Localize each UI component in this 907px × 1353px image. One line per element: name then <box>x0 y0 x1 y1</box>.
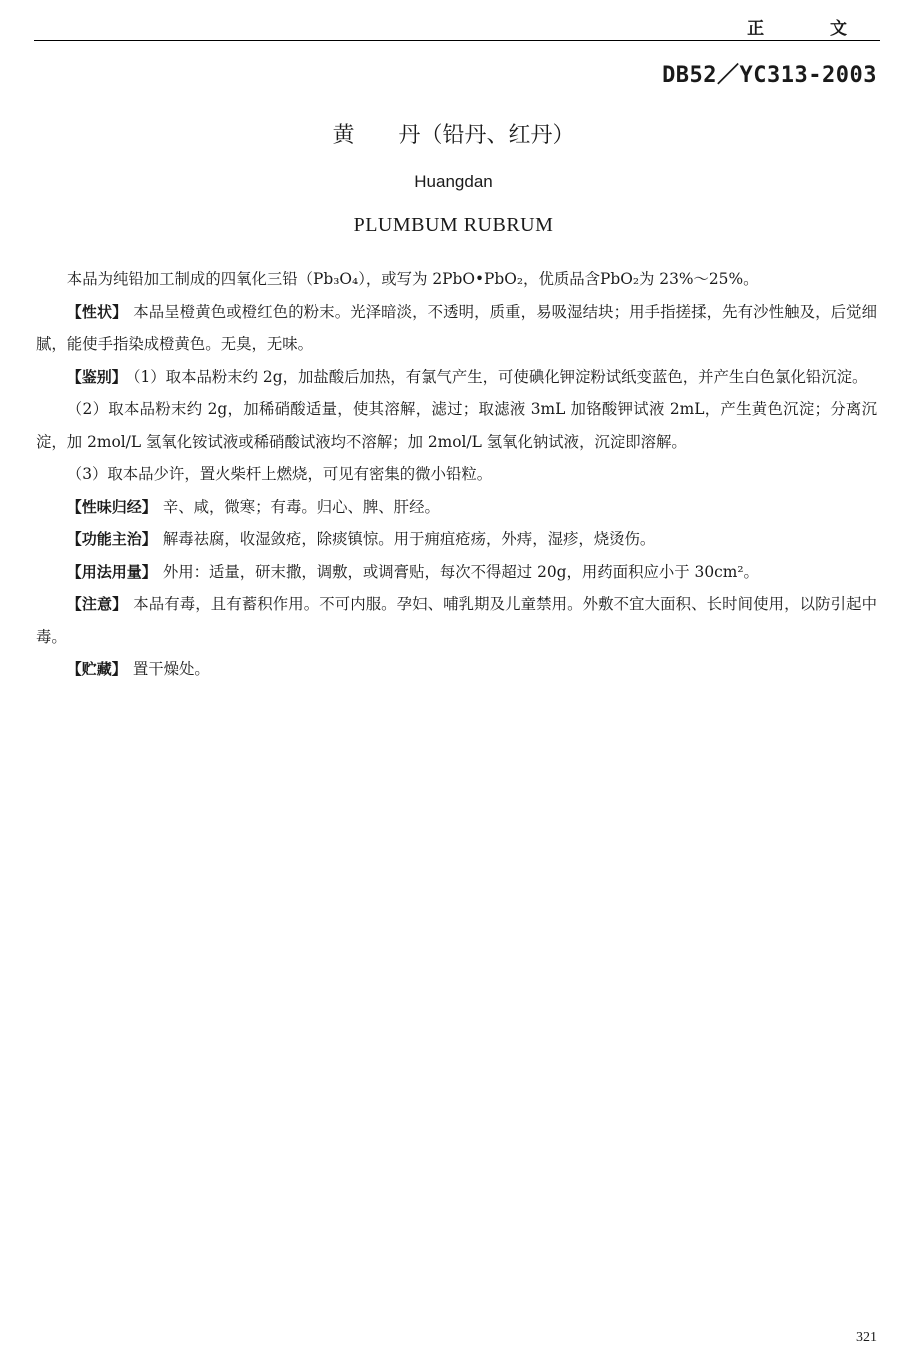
section-text: 置干燥处。 <box>132 660 210 678</box>
section-text: 辛、咸，微寒；有毒。归心、脾、肝经。 <box>162 497 440 516</box>
title-chinese: 黄 丹（铅丹、红丹） <box>332 123 575 148</box>
section-label: 【性状】 <box>66 302 128 321</box>
page-number: 321 <box>856 1330 877 1345</box>
section-label: 【鉴别】 <box>66 367 127 386</box>
section-dosage <box>36 556 877 589</box>
identification-item-2: （2）取本品粉末约 2g，加稀硝酸适量，使其溶解，滤过；取滤液 3mL 加铬酸钾试液 2mL，产生黄色沉淀；分离沉淀，加 2mol/L 氢氧化铵试液或稀硝酸试液均不溶解；加 2mol/L 氢氧化钠试液，沉淀即溶解。 <box>36 400 877 451</box>
standard-code: DB52／YC313-2003 <box>662 63 877 88</box>
header-rule <box>34 40 880 41</box>
section-label: 【用法用量】 <box>66 562 157 581</box>
section-label: 【注意】 <box>66 595 128 613</box>
section-label: 【功能主治】 <box>66 530 157 548</box>
section-precautions <box>36 588 877 653</box>
section-properties <box>36 491 877 524</box>
title-latin: PLUMBUM RUBRUM <box>353 214 554 236</box>
section-text: 解毒祛腐，收湿敛疮，除痰镇惊。用于痈疽疮疡，外痔，湿疹，烧烫伤。 <box>162 530 656 548</box>
section-text: 本品呈橙黄色或橙红色的粉末。光泽暗淡，不透明，质重，易吸湿结块；用手指搓揉，先有沙性触及，后觉细腻，能使手指染成橙黄色。无臭，无味。 <box>36 302 877 353</box>
section-storage <box>36 653 877 686</box>
section-label: 【性味归经】 <box>66 497 157 516</box>
title-pinyin: Huangdan <box>414 172 493 191</box>
running-head: 正 文 <box>747 19 877 39</box>
intro-paragraph: 本品为纯铅加工制成的四氧化三铅（Pb₃O₄），或写为 2PbO•PbO₂，优质品含PbO₂为 23%～25%。 <box>66 270 759 288</box>
section-functions <box>36 523 877 556</box>
section-text: （1）取本品粉末约 2g，加盐酸后加热，有氯气产生，可使碘化钾淀粉试纸变蓝色，并产生白色氯化铅沉淀。 <box>132 367 868 386</box>
section-identification <box>36 361 877 394</box>
section-text: 外用：适量，研末撒，调敷，或调膏贴，每次不得超过 20g，用药面积应小于 30cm²。 <box>162 562 759 581</box>
monograph-body <box>36 263 877 686</box>
section-label: 【贮藏】 <box>66 660 127 678</box>
section-text: 本品有毒，且有蓄积作用。不可内服。孕妇、哺乳期及儿童禁用。外敷不宜大面积、长时间使用，以防引起中毒。 <box>36 595 877 646</box>
section-description <box>36 296 877 361</box>
identification-item-3: （3）取本品少许，置火柴杆上燃烧，可见有密集的微小铅粒。 <box>66 465 493 483</box>
